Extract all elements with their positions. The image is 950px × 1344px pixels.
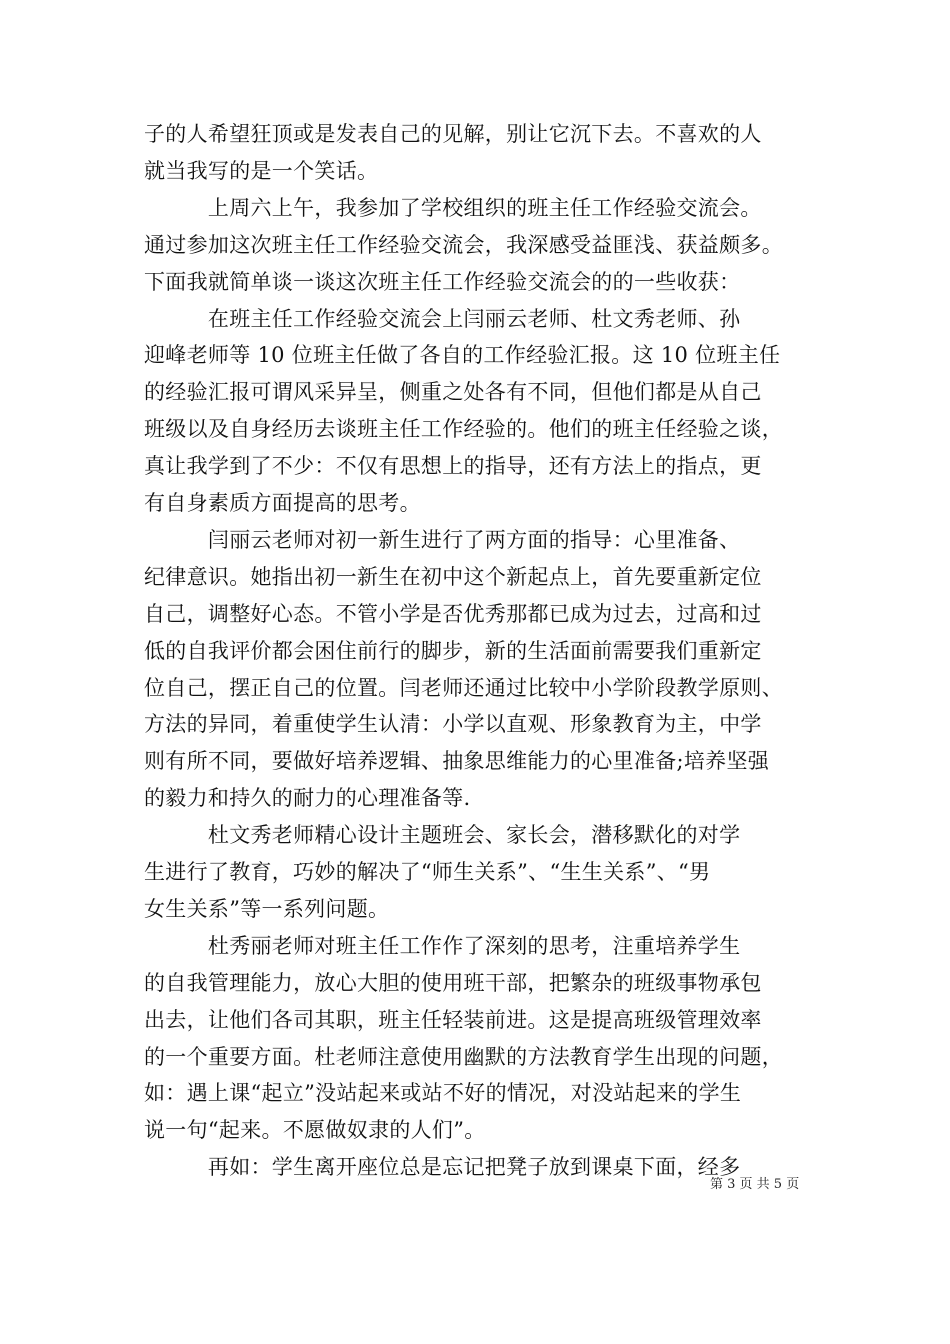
text-line: 纪律意识。她指出初一新生在初中这个新起点上，首先要重新定位 xyxy=(144,565,762,589)
text-line: 自己，调整好心态。不管小学是否优秀那都已成为过去，过高和过 xyxy=(144,602,762,626)
text-line: 的自我管理能力，放心大胆的使用班干部，把繁杂的班级事物承包 xyxy=(144,971,762,995)
text-line: 上周六上午，我参加了学校组织的班主任工作经验交流会。 xyxy=(144,196,762,220)
text-line: 在班主任工作经验交流会上闫丽云老师、杜文秀老师、孙 xyxy=(144,307,741,331)
text-line: 杜秀丽老师对班主任工作作了深刻的思考，注重培养学生 xyxy=(144,934,741,958)
text-line: 位自己，摆正自己的位置。闫老师还通过比较中小学阶段教学原则、 xyxy=(144,676,783,700)
text-line: 班级以及自身经历去谈班主任工作经验的。他们的班主任经验之谈， xyxy=(144,417,783,441)
text-line: 就当我写的是一个笑话。 xyxy=(144,159,379,183)
text-line: 的一个重要方面。杜老师注意使用幽默的方法教育学生出现的问题， xyxy=(144,1045,783,1069)
text-line: 如：遇上课“起立”没站起来或站不好的情况，对没站起来的学生 xyxy=(144,1081,742,1105)
text-line: 的经验汇报可谓风采异呈，侧重之处各有不同，但他们都是从自己 xyxy=(144,380,762,404)
text-line: 说一句“起来。不愿做奴隶的人们”。 xyxy=(144,1118,486,1142)
text-line: 有自身素质方面提高的思考。 xyxy=(144,491,421,515)
text-line: 低的自我评价都会困住前行的脚步，新的生活面前需要我们重新定 xyxy=(144,639,762,663)
text-line: 生进行了教育，巧妙的解决了“师生关系”、“生生关系”、“男 xyxy=(144,860,711,884)
text-line: 出去，让他们各司其职，班主任轻装前进。这是提高班级管理效率 xyxy=(144,1008,762,1032)
text-line: 方法的异同，着重使学生认清：小学以直观、形象教育为主，中学 xyxy=(144,712,762,736)
page-number: 第 3 页 共 5 页 xyxy=(710,1177,800,1192)
text-line: 女生关系”等一系列问题。 xyxy=(144,897,390,921)
text-line: 通过参加这次班主任工作经验交流会，我深感受益匪浅、获益颇多。 xyxy=(144,233,783,257)
text-line: 下面我就简单谈一谈这次班主任工作经验交流会的的一些收获： xyxy=(144,270,741,294)
text-line: 闫丽云老师对初一新生进行了两方面的指导：心里准备、 xyxy=(144,528,741,552)
text-line: 再如：学生离开座位总是忘记把凳子放到课桌下面，经多 xyxy=(144,1155,741,1179)
text-line: 则有所不同，要做好培养逻辑、抽象思维能力的心里准备;培养坚强 xyxy=(144,749,770,773)
text-line: 子的人希望狂顶或是发表自己的见解，别让它沉下去。不喜欢的人 xyxy=(144,122,762,146)
text-line: 真让我学到了不少：不仅有思想上的指导，还有方法上的指点，更 xyxy=(144,454,762,478)
text-line: 的毅力和持久的耐力的心理准备等. xyxy=(144,786,471,810)
text-line: 迎峰老师等 10 位班主任做了各自的工作经验汇报。这 10 位班主任 xyxy=(144,343,781,367)
text-line: 杜文秀老师精心设计主题班会、家长会，潜移默化的对学 xyxy=(144,823,741,847)
